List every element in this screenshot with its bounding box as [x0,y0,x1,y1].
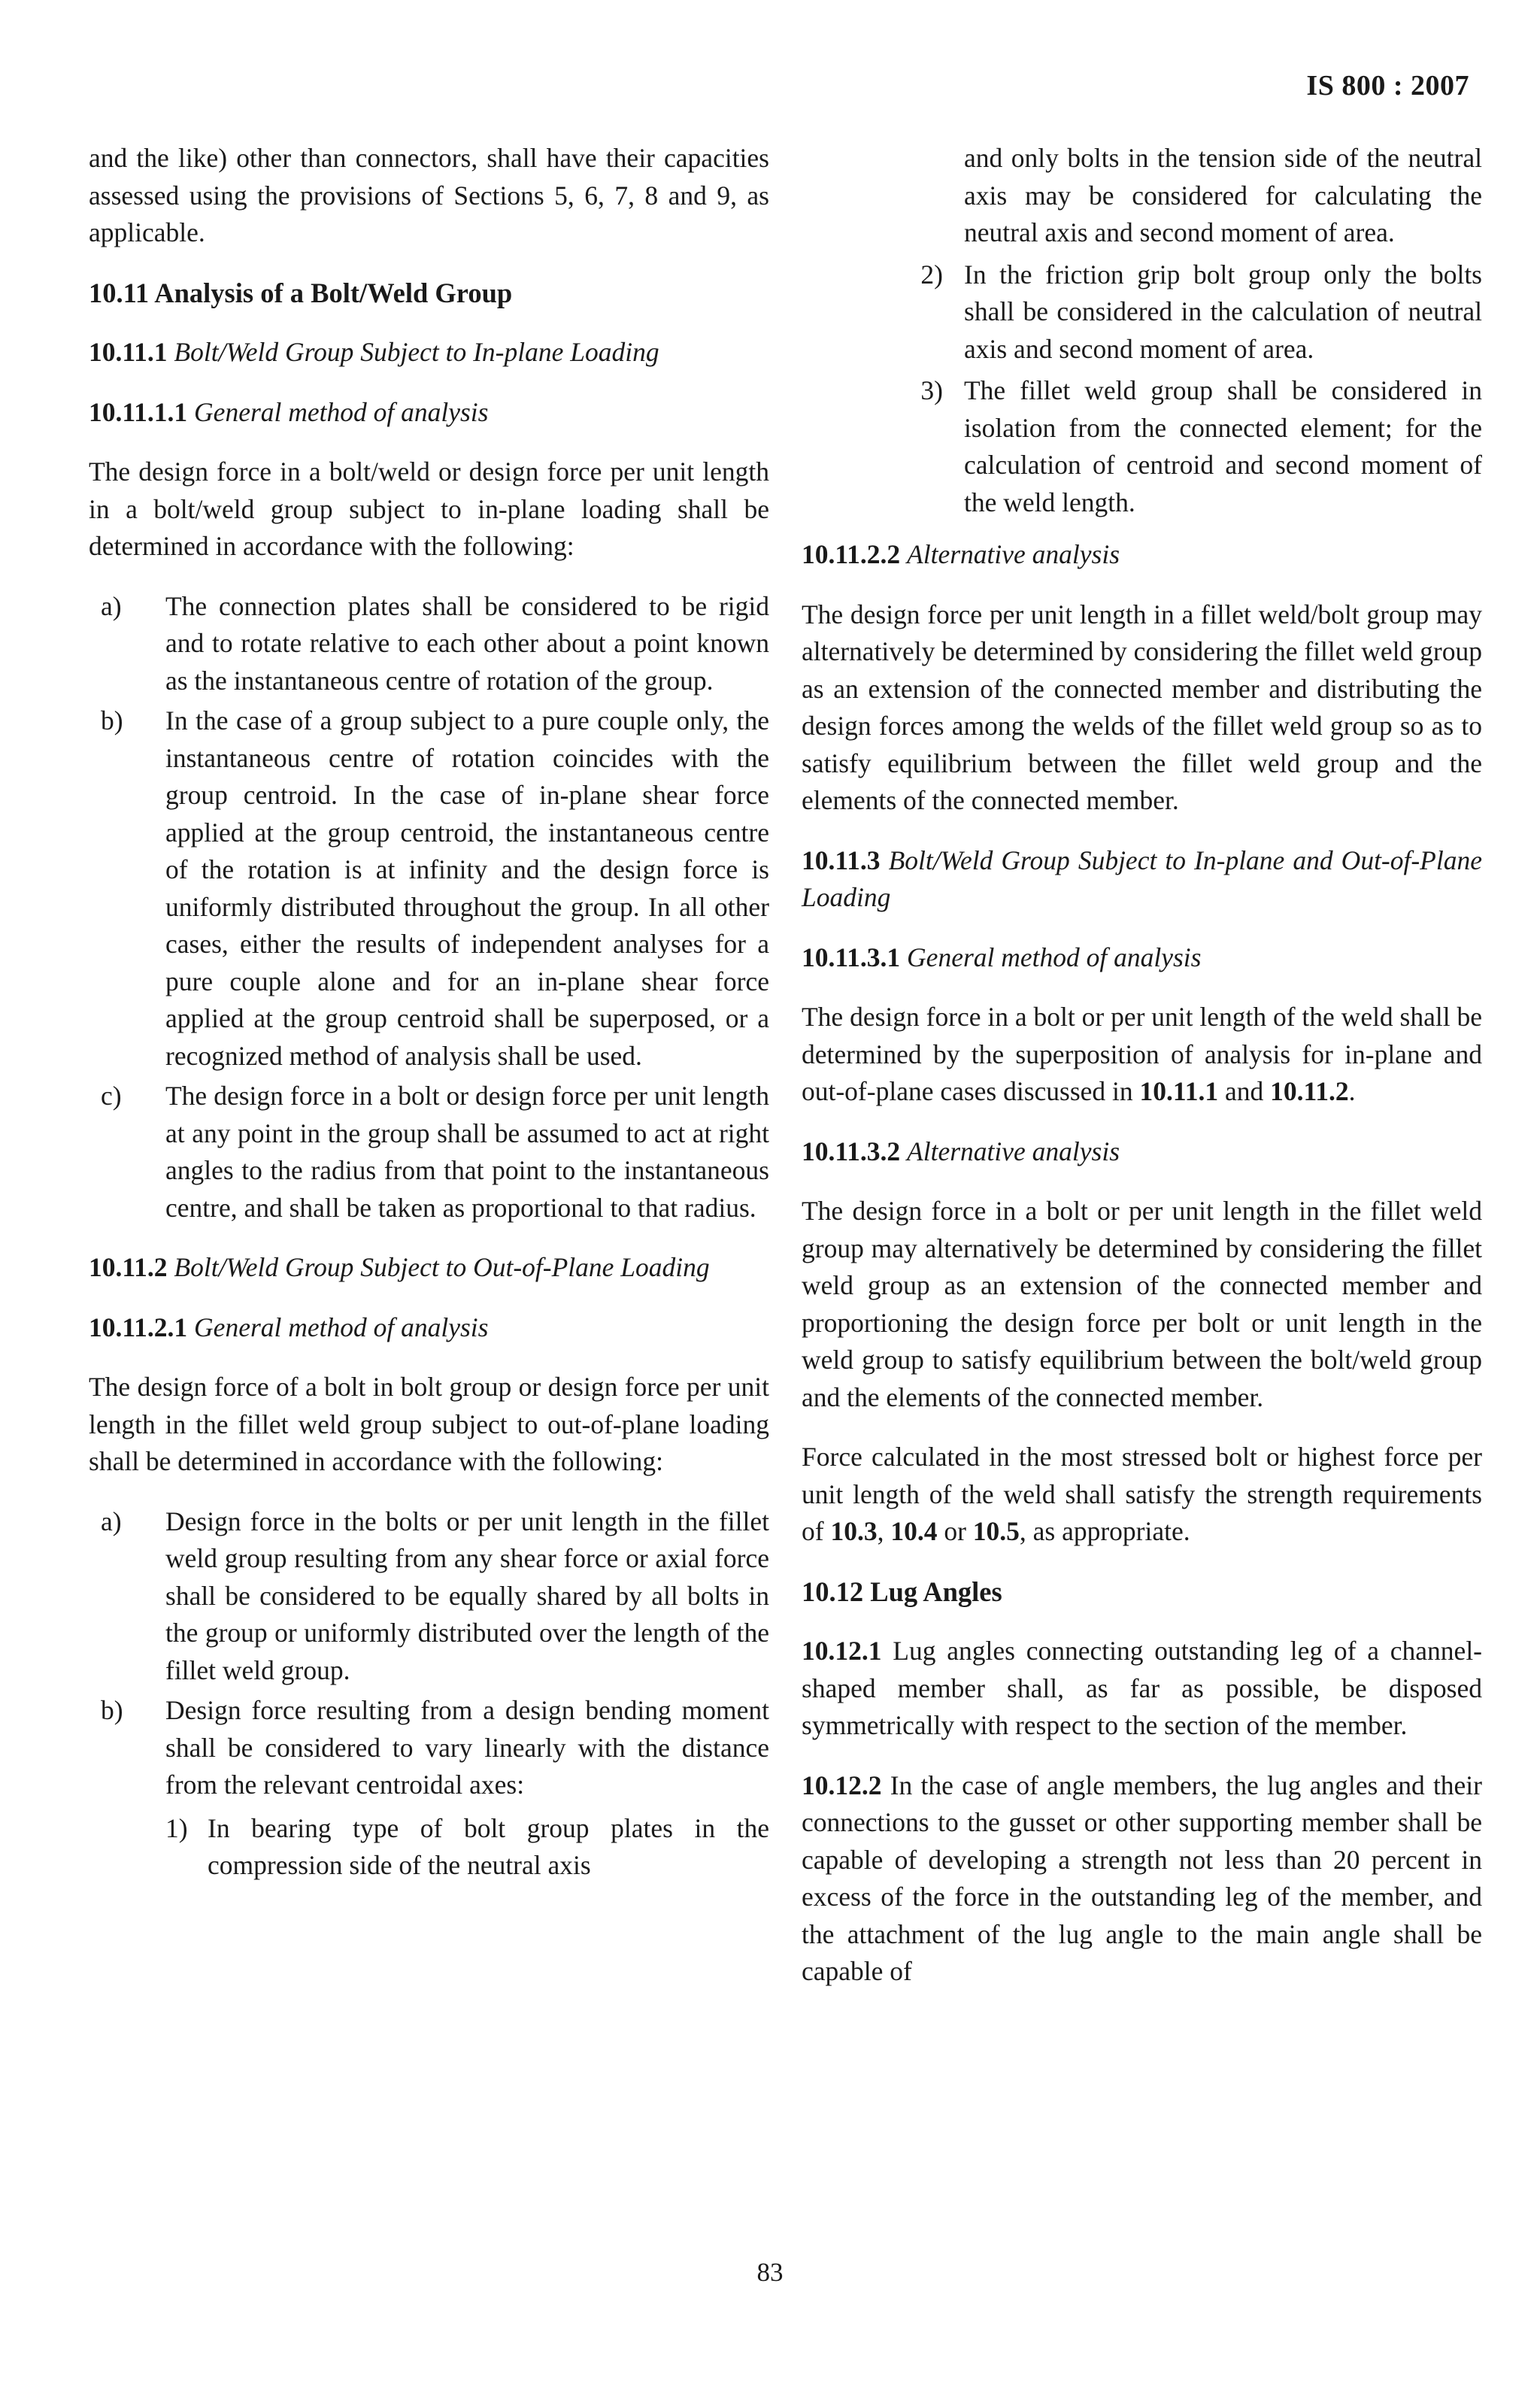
subsection-number: 10.11.2.2 [802,539,901,569]
section-title: Lug Angles [870,1576,1002,1607]
left-column [89,140,769,1907]
inplane-conditions-list [89,588,769,1227]
subsection-title: Alternative analysis [907,1136,1120,1166]
list-item-text: The connection plates shall be considered to be rigid and to rotate relative to each other about a point known as the instantaneous centre of rotation of the group. [165,590,769,696]
subsection-heading-10-11-3 [802,842,1482,917]
subsection-title: General method of analysis [194,1312,489,1342]
sub-list-item [802,256,1482,368]
standard-code: IS 800 : 2007 [1306,70,1469,102]
list-item-label: a) [101,590,122,621]
sub-list [165,1810,769,1885]
subsection-heading-10-11-2-1 [89,1309,769,1347]
cross-reference: 10.3 [830,1516,878,1546]
paragraph-number: 10.12.1 [802,1636,882,1666]
list-item-text: Design force resulting from a design bending moment shall be considered to vary linearly with the distance from the relevant centroidal axes: [165,1695,769,1800]
subsection-heading-10-11-1-1 [89,394,769,432]
sub-list-item-text: In bearing type of bolt group plates in the compression side of the neutral axis [208,1812,769,1880]
list-item-label: b) [101,705,123,735]
subsection-title: General method of analysis [194,396,489,427]
continued-sub-list [802,256,1482,522]
list-item-label: b) [101,1695,123,1725]
subsection-number: 10.11.1 [89,337,168,367]
section-number: 10.12 [802,1576,864,1607]
page-number: 83 [756,2258,784,2287]
sub-list-item-text: The fillet weld group shall be considered in isolation from the connected element; for the calculation of centroid and second moment of the weld length. [964,375,1482,517]
list-item [89,1503,769,1690]
paragraph-text: , as appropriate. [1019,1516,1190,1546]
section-heading-10-11 [89,274,769,312]
list-item-text: In the case of a group subject to a pure couple only, the instantaneous centre of rotation coincides with the group centroid. In the case of in-plane shear force applied at the group centroid, the instantaneous centre of the rotation is at infinity and the design force is uniformly distributed throughout the group. In all other cases, either the results of independent analyses for a pure couple alone and for an in-plane shear force applied at the group centroid shall be superposed, or a recognized method of analysis shall be used. [165,705,769,1071]
subsection-heading-10-11-1 [89,334,769,372]
section-title: Analysis of a Bolt/Weld Group [154,277,513,308]
paragraph-text: Lug angles connecting outstanding leg of a channel-shaped member shall, as far as possible, be disposed symmetrically with respect to the section of the member. [802,1636,1482,1740]
numbered-paragraph-10-12-2 [802,1767,1482,1991]
subsection-number: 10.11.2.1 [89,1312,188,1342]
sub-list-item-text: In the friction grip bolt group only the bolts shall be considered in the calculation of neutral axis and second moment of area. [964,259,1482,364]
body-paragraph: The design force of a bolt in bolt group or design force per unit length in the fillet weld group subject to out-of-plane loading shall be determined in accordance with the following: [89,1372,769,1476]
sub-list-item-label: 1) [165,1812,188,1843]
outplane-conditions-list [89,1503,769,1885]
right-column [802,140,1482,2013]
section-number: 10.11 [89,277,150,308]
cross-reference: 10.5 [972,1516,1020,1546]
list-item-label: c) [101,1081,122,1111]
sub-list-item [802,372,1482,521]
subsection-title: Alternative analysis [907,539,1120,569]
list-item [89,588,769,700]
subsection-heading-10-11-3-2 [802,1133,1482,1171]
subsection-number: 10.11.1.1 [89,396,188,427]
subsection-title: Bolt/Weld Group Subject to In-plane and Out-of-Plane Loading [802,845,1482,912]
section-heading-10-12 [802,1573,1482,1611]
paragraph-text: and [1218,1076,1271,1106]
intro-paragraph: and the like) other than connectors, shall have their capacities assessed using the provisions of Sections 5, 6, 7, 8 and 9, as applicable. [89,143,769,247]
subsection-title: Bolt/Weld Group Subject to Out-of-Plane Loading [174,1252,710,1282]
body-paragraph [802,999,1482,1111]
paragraph-text: , [877,1516,891,1546]
subsection-number: 10.11.2 [89,1252,168,1282]
list-item-label: a) [101,1506,122,1536]
paragraph-text: Force calculated in the most stressed bolt or highest force per unit length of the weld shall satisfy the strength requirements of [802,1442,1482,1546]
body-paragraph: The design force in a bolt or per unit length in the fillet weld group may alternatively be determined by considering the fillet weld group as an extension of the connected member and proportioning the design force per bolt or unit length in the weld group to satisfy equilibrium between the bolt/weld group and the elements of the connected member. [802,1196,1482,1412]
sub-list-item-label: 2) [920,259,943,290]
cross-reference: 10.4 [890,1516,938,1546]
list-item [89,1078,769,1227]
paragraph-text: In the case of angle members, the lug angles and their connections to the gusset or other supporting member shall be capable of developing a strength not less than 20 percent in excess of the force in the outstanding leg of the member, and the attachment of the lug angle to the main angle shall be capable of [802,1770,1482,1986]
subsection-heading-10-11-2 [89,1249,769,1287]
body-paragraph [802,1439,1482,1551]
subsection-number: 10.11.3.2 [802,1136,901,1166]
body-paragraph: The design force in a bolt/weld or design force per unit length in a bolt/weld group subject to in-plane loading shall be determined in accordance with the following: [89,456,769,561]
subsection-title: Bolt/Weld Group Subject to In-plane Loading [174,337,659,367]
continued-list-text: and only bolts in the tension side of the neutral axis may be considered for calculating the neutral axis and second moment of area. [964,143,1482,247]
sub-list-item [165,1810,769,1885]
list-item [89,702,769,1075]
paragraph-text: The design force in a bolt or per unit length of the weld shall be determined by the superposition of analysis for in-plane and out-of-plane cases discussed in [802,1002,1482,1106]
paragraph-text: or [937,1516,973,1546]
subsection-heading-10-11-2-2 [802,536,1482,574]
sub-list-item-label: 3) [920,375,943,405]
paragraph-number: 10.12.2 [802,1770,882,1800]
list-item [89,1692,769,1885]
cross-reference: 10.11.2 [1270,1076,1349,1106]
numbered-paragraph-10-12-1 [802,1633,1482,1745]
cross-reference: 10.11.1 [1139,1076,1219,1106]
subsection-number: 10.11.3.1 [802,942,901,972]
body-paragraph: The design force per unit length in a fillet weld/bolt group may alternatively be determined by considering the fillet weld group as an extension of the connected member and distributing the design forces among the welds of the fillet weld group so as to satisfy equilibrium between the fillet weld group and the elements of the connected member. [802,599,1482,815]
paragraph-text: . [1348,1076,1356,1106]
list-item-text: The design force in a bolt or design force per unit length at any point in the group shall be assumed to act at right angles to the radius from that point to the instantaneous centre, and shall be taken as proportional to that radius. [165,1081,769,1223]
subsection-title: General method of analysis [907,942,1202,972]
subsection-number: 10.11.3 [802,845,881,875]
subsection-heading-10-11-3-1 [802,939,1482,977]
list-item-text: Design force in the bolts or per unit length in the fillet weld group resulting from any shear force or axial force shall be considered to be equally shared by all bolts in the group or uniformly distributed over the length of the fillet weld group. [165,1506,769,1685]
